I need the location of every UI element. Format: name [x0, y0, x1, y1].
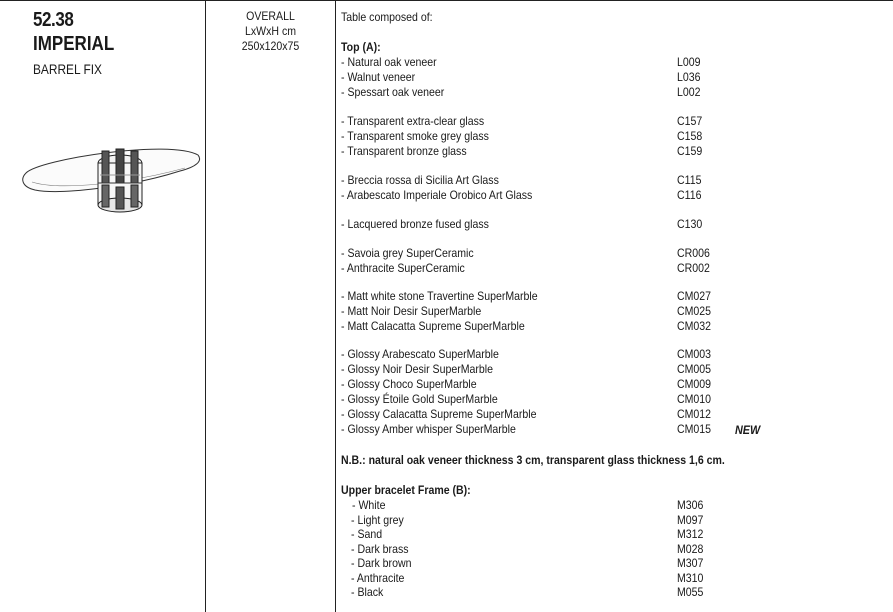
finish-label: - Glossy Choco SuperMarble — [341, 377, 477, 391]
frame-finish-code: M310 — [677, 570, 704, 585]
top-finish-row — [341, 217, 861, 232]
finish-code: C158 — [677, 129, 703, 143]
top-finish-row — [341, 261, 861, 276]
finish-label: - Arabescato Imperiale Orobico Art Glass — [341, 188, 533, 202]
finish-label: - Transparent extra-clear glass — [341, 114, 485, 128]
finish-code: L002 — [677, 85, 701, 99]
top-finish-row — [341, 304, 861, 319]
frame-finish-code: M306 — [677, 498, 704, 512]
frame-finish-row — [341, 527, 861, 542]
top-heading: Top (A): — [341, 40, 381, 54]
finish-label: - Savoia grey SuperCeramic — [341, 246, 474, 260]
product-code: 52.38 — [33, 9, 74, 31]
finish-label: - Glossy Étoile Gold SuperMarble — [341, 392, 498, 406]
finish-label: - Lacquered bronze fused glass — [341, 217, 489, 231]
finish-code: C116 — [677, 188, 702, 202]
top-finish-row — [341, 55, 861, 70]
finish-code: C130 — [677, 217, 703, 231]
dimensions-unit-label: LxWxH cm — [244, 24, 297, 38]
finish-code: L036 — [677, 70, 701, 84]
finish-code: L009 — [677, 55, 701, 69]
dimensions-column — [206, 0, 335, 612]
finish-code: CR006 — [677, 246, 710, 260]
finish-label: - Matt Calacatta Supreme SuperMarble — [341, 319, 525, 333]
composition-column — [336, 0, 893, 612]
product-name: IMPERIAL — [33, 33, 115, 55]
finish-code: C115 — [677, 173, 702, 187]
finish-label: - Walnut veneer — [341, 70, 416, 84]
finish-code: CR002 — [677, 261, 710, 275]
top-finish-row — [341, 173, 861, 188]
frame-finish-label: - Black — [351, 585, 384, 599]
top-finish-row — [341, 362, 861, 377]
top-finish-row — [341, 289, 861, 304]
finish-label: - Anthracite SuperCeramic — [341, 261, 465, 275]
frame-finish-label: - Dark brown — [351, 556, 412, 570]
frame-finish-label: - Light grey — [351, 512, 404, 527]
finish-label: - Matt white stone Travertine SuperMarble — [341, 289, 538, 303]
new-badge: NEW — [735, 423, 761, 437]
dimensions-value: 250x120x75 — [241, 39, 300, 53]
finish-code: C157 — [677, 114, 703, 128]
frame-finish-label: - Sand — [351, 527, 383, 541]
top-finish-row — [341, 246, 861, 261]
top-finish-row — [341, 144, 861, 159]
frame-finish-row — [341, 556, 861, 571]
frame-finish-code: M055 — [677, 585, 704, 599]
top-finish-row — [341, 319, 861, 334]
finish-label: - Glossy Noir Desir SuperMarble — [341, 362, 493, 376]
product-variant: BARREL FIX — [33, 61, 102, 77]
finish-code: CM027 — [677, 289, 712, 303]
frame-finish-row — [341, 542, 861, 557]
finish-code: CM003 — [677, 347, 712, 361]
frame-heading: Upper bracelet Frame (B): — [341, 483, 471, 497]
finish-label: - Glossy Calacatta Supreme SuperMarble — [341, 407, 537, 421]
finish-label: - Glossy Amber whisper SuperMarble — [341, 422, 516, 436]
frame-finish-label: - Dark brass — [351, 541, 409, 556]
frame-finish-label: - Anthracite — [351, 570, 405, 585]
finish-code: CM032 — [677, 319, 712, 333]
finish-code: CM009 — [677, 377, 712, 391]
finish-label: - Transparent bronze glass — [341, 144, 467, 158]
frame-finish-row — [341, 585, 861, 600]
top-finish-row — [341, 85, 861, 100]
frame-finish-row — [341, 513, 861, 528]
finish-label: - Breccia rossa di Sicilia Art Glass — [341, 173, 499, 187]
finish-label: - Transparent smoke grey glass — [341, 129, 489, 143]
frame-finish-code: M097 — [677, 512, 704, 527]
top-finish-row — [341, 129, 861, 144]
frame-finish-code: M028 — [677, 541, 704, 556]
top-finish-row — [341, 114, 861, 129]
dimensions-overall-label: OVERALL — [246, 9, 295, 23]
frame-finish-code: M312 — [677, 527, 704, 541]
table-illustration-icon — [20, 135, 205, 215]
frame-finish-row — [341, 498, 861, 513]
composition-intro: Table composed of: — [341, 10, 433, 24]
finish-code: CM010 — [677, 392, 712, 406]
top-finish-row — [341, 188, 861, 203]
finish-code: CM005 — [677, 362, 712, 376]
top-finish-row — [341, 70, 861, 85]
frame-finish-row — [341, 571, 861, 586]
finish-label: - Natural oak veneer — [341, 55, 437, 69]
finish-code: C159 — [677, 144, 703, 158]
top-finish-row — [341, 347, 861, 362]
top-finish-row — [341, 392, 861, 407]
finish-label: - Spessart oak veneer — [341, 85, 445, 99]
top-finish-row — [341, 377, 861, 392]
finish-label: - Glossy Arabescato SuperMarble — [341, 347, 499, 361]
dimensions-block — [206, 9, 335, 54]
finish-code: CM012 — [677, 407, 712, 421]
finish-code: CM025 — [677, 304, 712, 318]
finish-code: CM015 — [677, 422, 712, 436]
frame-finish-label: - White — [352, 498, 386, 512]
product-column — [0, 0, 205, 612]
finish-label: - Matt Noir Desir SuperMarble — [341, 304, 482, 318]
top-finish-row — [341, 422, 861, 437]
frame-finish-code: M307 — [677, 556, 704, 570]
top-finish-row — [341, 407, 861, 422]
thickness-note: N.B.: natural oak veneer thickness 3 cm, transparent glass thickness 1,6 cm. — [341, 453, 725, 467]
